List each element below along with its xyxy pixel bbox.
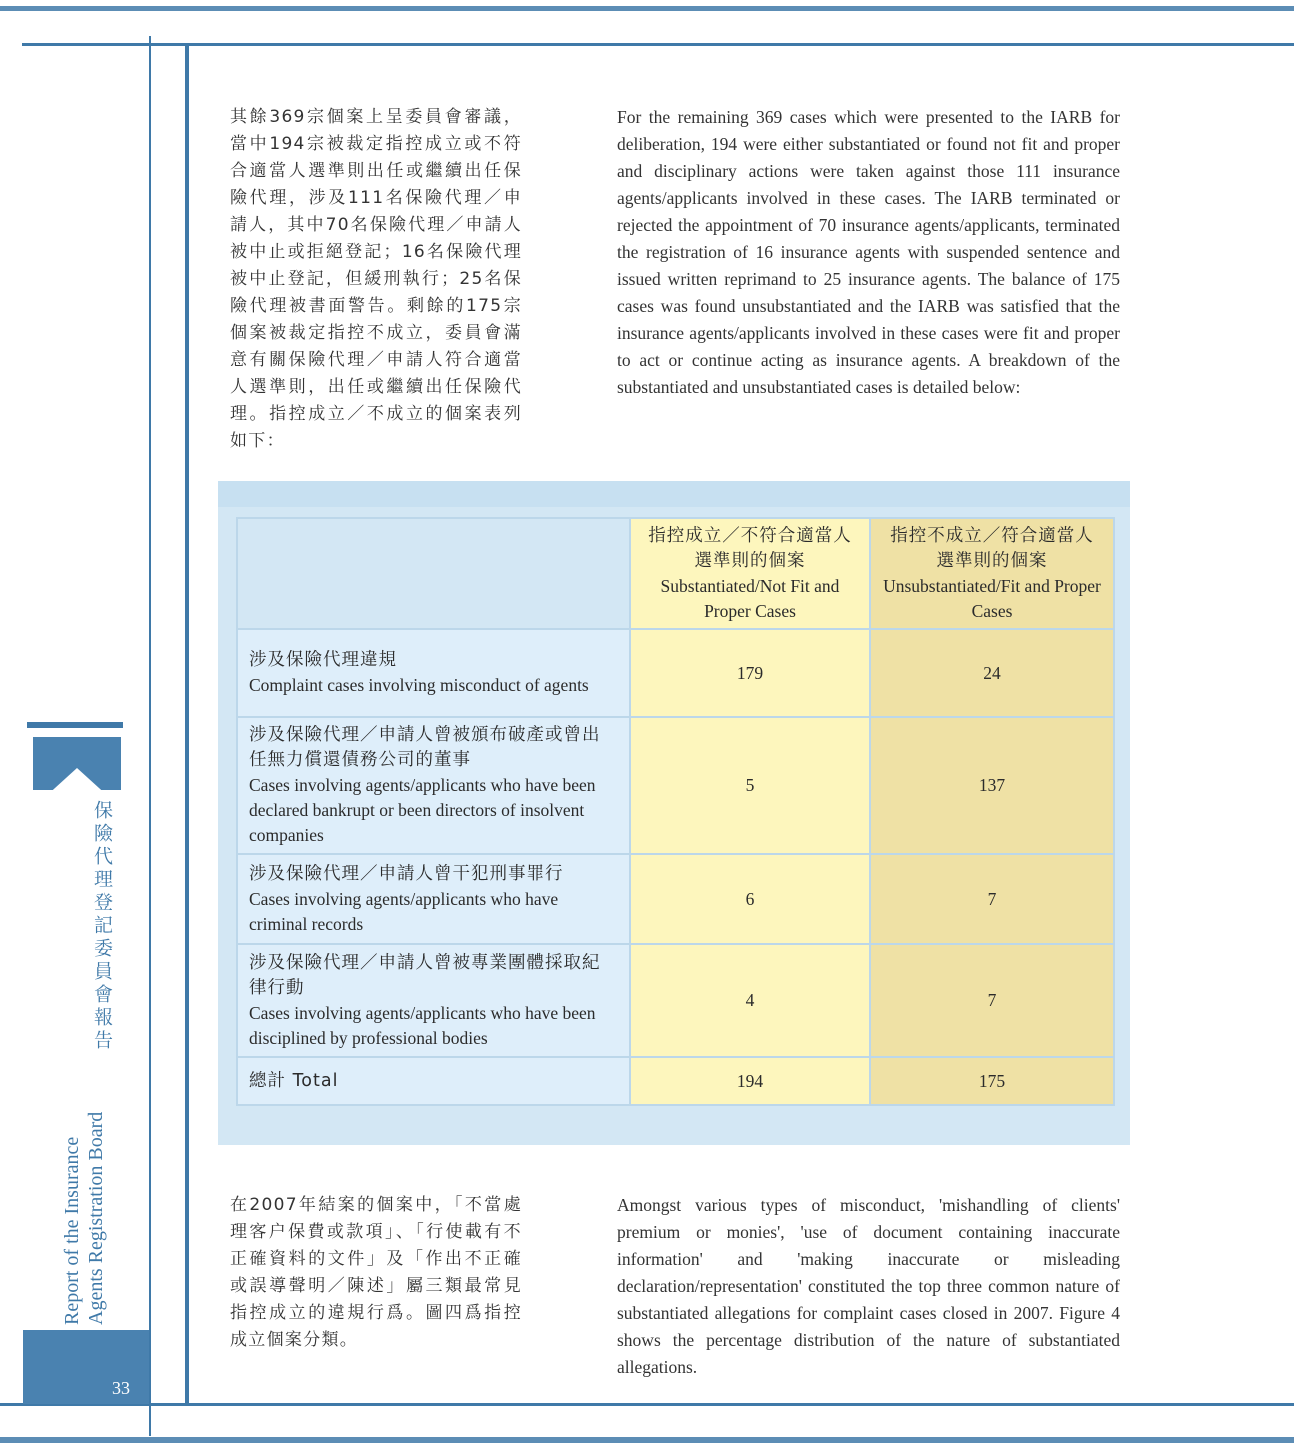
row-label-en: Cases involving agents/applicants who have criminal records — [249, 888, 559, 934]
row-label-en: Complaint cases involving misconduct of agents — [249, 675, 589, 695]
row-label-zh: 涉及保險代理違規 — [249, 650, 397, 670]
row-unsubstantiated-value: 24 — [870, 629, 1114, 717]
bottom-decorative-rule — [0, 1437, 1294, 1443]
intro-paragraph-zh: 其餘369宗個案上呈委員會審議，當中194宗被裁定指控成立或不符合適當人選準則出任或繼續出任保險代理，涉及111名保險代理／申請人，其中70名保險代理／申請人被中止或拒絕登記；16名保險代理被中止登記，但緩刑執行；25名保險代理被書面警告。剩餘的175宗個案被裁定指控不成立，委員會滿意有關保險代理／申請人符合適當人選準則，出任或繼續出任保險代理。指控成立／不成立的個案表列如下： — [230, 107, 522, 451]
row-label — [237, 944, 630, 1057]
row-substantiated-value: 179 — [630, 629, 870, 717]
sidebar-title-zh: 保險代理登記委員會報告 — [91, 800, 113, 1053]
table-header-empty — [237, 518, 630, 629]
bottom-rule — [0, 1403, 1294, 1406]
cases-table — [236, 517, 1115, 1106]
closing-paragraph-zh: 在2007年結案的個案中，「不當處理客户保費或款項」、「行使載有不正確資料的文件」及「作出不正確或誤導聲明／陳述」屬三類最常見指控成立的違規行爲。圖四爲指控成立個案分類。 — [230, 1195, 522, 1350]
row-label — [237, 717, 630, 854]
top-decorative-rule — [0, 6, 1294, 11]
row-label-zh: 涉及保險代理／申請人曾被頒布破產或曾出任無力償還債務公司的董事 — [249, 725, 601, 770]
header-substantiated-zh: 指控成立／不符合適當人選準則的個案 — [648, 525, 852, 571]
table-panel-header-strip — [218, 481, 1130, 507]
header-unsubstantiated — [870, 518, 1114, 629]
row-unsubstantiated-value: 7 — [870, 854, 1114, 944]
margin-line-left — [149, 36, 151, 1436]
total-label: 總計 Total — [237, 1057, 630, 1105]
header-substantiated — [630, 518, 870, 629]
sidebar-title-en-line1: Report of the Insurance — [61, 1136, 83, 1325]
margin-line-right — [185, 46, 189, 1406]
row-label — [237, 854, 630, 944]
row-label-en: Cases involving agents/applicants who have been disciplined by professional bodies — [249, 1002, 596, 1048]
row-substantiated-value: 5 — [630, 717, 870, 854]
page-number: 33 — [112, 1378, 130, 1398]
row-label-zh: 涉及保險代理／申請人曾被專業團體採取紀律行動 — [249, 952, 601, 998]
header-substantiated-en: Substantiated/Not Fit and Proper Cases — [660, 575, 840, 621]
table-row — [237, 629, 1114, 717]
row-unsubstantiated-value: 137 — [870, 717, 1114, 854]
row-substantiated-value: 6 — [630, 854, 870, 944]
sidebar-title-en-line2: Agents Registration Board — [85, 1111, 107, 1325]
total-substantiated-value: 194 — [630, 1057, 870, 1105]
row-label-en: Cases involving agents/applicants who have been declared bankrupt or been directors of insolvent companies — [249, 775, 596, 845]
sidebar-top-bar — [27, 722, 123, 728]
sidebar-title-en — [61, 1075, 118, 1325]
row-substantiated-value: 4 — [630, 944, 870, 1057]
sidebar-footer — [23, 1330, 149, 1404]
header-unsubstantiated-en: Unsubstantiated/Fit and Proper Cases — [883, 575, 1101, 621]
table-row — [237, 944, 1114, 1057]
row-label — [237, 629, 630, 717]
closing-paragraph-en: Amongst various types of misconduct, 'mishandling of clients' premium or monies', 'use of document containing inaccurate information' and 'making inaccurate or misleading declaration/representation' constituted the top three common nature of substantiated allegations for complaint cases closed in 2007. Figure 4 shows the percentage distribution of the nature of substantiated allegations. — [617, 1195, 1120, 1377]
intro-paragraph-en: For the remaining 369 cases which were presented to the IARB for deliberation, 194 were either substantiated or found not fit and proper and disciplinary actions were taken against those 111 insurance agents/applicants involved in these cases. The IARB terminated or rejected the appointment of 70 insurance agents/applicants, terminated the registration of 16 insurance agents with suspended sentence and issued written reprimand to 25 insurance agents. The balance of 175 cases was found unsubstantiated and the IARB was satisfied that the insurance agents/applicants involved in these cases were fit and proper to act or continue acting as insurance agents. A breakdown of the substantiated and unsubstantiated cases is detailed below: — [617, 107, 1120, 397]
top-rule — [22, 43, 1294, 46]
table-total-row — [237, 1057, 1114, 1105]
row-label-zh: 涉及保險代理／申請人曾干犯刑事罪行 — [249, 863, 564, 884]
header-unsubstantiated-zh: 指控不成立／符合適當人選準則的個案 — [890, 525, 1094, 571]
table-row — [237, 717, 1114, 854]
total-unsubstantiated-value: 175 — [870, 1057, 1114, 1105]
row-unsubstantiated-value: 7 — [870, 944, 1114, 1057]
table-header-row — [237, 518, 1114, 629]
table-row — [237, 854, 1114, 944]
